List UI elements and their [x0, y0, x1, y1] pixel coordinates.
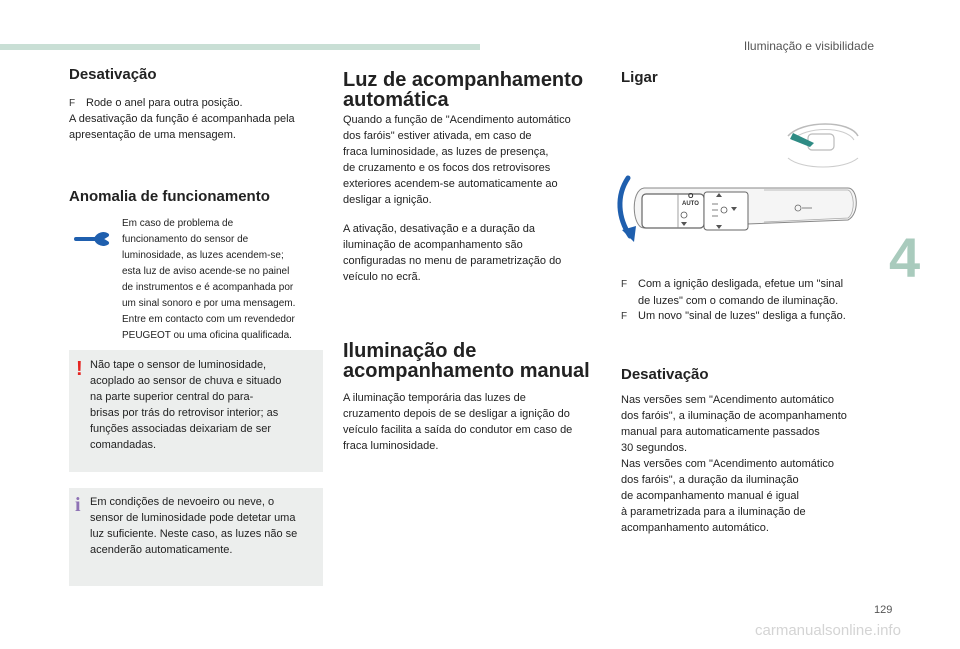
desativacao-line: de acompanhamento manual é igual	[621, 490, 799, 502]
desativacao-line: dos faróis", a duração da iluminação	[621, 474, 799, 486]
warning-line: na parte superior central do para-	[90, 391, 254, 403]
desativacao-line: manual para automaticamente passados	[621, 426, 820, 438]
section-title: Iluminação e visibilidade	[743, 39, 874, 53]
chapter-number: 4	[889, 226, 921, 289]
desativacao-text-2: apresentação de uma mensagem.	[69, 129, 236, 141]
desativacao-line: 30 segundos.	[621, 442, 688, 454]
bullet-desativacao-1	[69, 95, 243, 112]
warning-line: Não tape o sensor de luminosidade,	[90, 359, 267, 371]
bullet-text: Rode o anel para outra posição.	[86, 97, 243, 109]
warning-line: funções associadas deixariam de ser	[90, 423, 271, 435]
desativacao-line: acompanhamento automático.	[621, 522, 769, 534]
bullet-marker: F	[69, 98, 76, 109]
heading-manual-line-1: Iluminação de	[343, 340, 477, 362]
anomalia-line: Em caso de problema de	[122, 218, 234, 229]
luz-line: desligar a ignição.	[343, 194, 432, 206]
anomalia-line: de instrumentos e é acompanhada por	[122, 282, 294, 293]
luz-line: de cruzamento e os focos dos retrovisores	[343, 162, 551, 174]
manual-line: A iluminação temporária das luzes de	[343, 392, 526, 404]
desativacao-line: dos faróis", a iluminação de acompanhamento	[621, 410, 847, 422]
desativacao-line: Nas versões sem "Acendimento automático	[621, 394, 835, 406]
warning-line: acoplado ao sensor de chuva e situado	[90, 375, 282, 387]
luz-line: Quando a função de "Acendimento automático	[343, 114, 571, 126]
auto-label: AUTO	[682, 201, 699, 207]
luz-line: fraca luminosidade, as luzes de presença,	[343, 146, 549, 158]
heading-luz-line-2: automática	[343, 89, 449, 111]
warning-icon: !	[76, 358, 83, 380]
anomalia-line: esta luz de aviso acende-se no painel	[122, 266, 290, 277]
luz-line: A ativação, desativação e a duração da	[343, 223, 536, 235]
luz-line: configuradas no menu de parametrização do	[343, 255, 562, 267]
desativacao-text-1: A desativação da função é acompanhada pela	[69, 113, 295, 125]
desativacao-line: Nas versões com "Acendimento automático	[621, 458, 835, 470]
bullet-text-cont: de luzes" com o comando de iluminação.	[638, 295, 839, 307]
bullet-marker: F	[621, 279, 628, 290]
info-line: sensor de luminosidade pode detetar uma	[90, 512, 296, 524]
luz-line: veículo no ecrã.	[343, 271, 421, 283]
lighting-stalk-figure	[612, 118, 864, 254]
heading-luz-line-1: Luz de acompanhamento	[343, 69, 584, 91]
desativacao-line: à parametrizada para a iluminação de	[621, 506, 806, 518]
page-number: 129	[874, 604, 893, 616]
bullet-ligar-2	[621, 308, 846, 325]
warning-line: comandadas.	[90, 439, 157, 451]
luz-line: dos faróis" estiver ativada, em caso de	[343, 130, 532, 142]
bullet-ligar-1	[621, 276, 843, 309]
info-line: Em condições de nevoeiro ou neve, o	[90, 496, 275, 508]
anomalia-line: PEUGEOT ou uma oficina qualificada.	[122, 330, 292, 341]
off-position-mark: O	[688, 193, 694, 200]
anomalia-line: luminosidade, as luzes acendem-se;	[122, 250, 284, 261]
bullet-text: Com a ignição desligada, efetue um "sinal	[638, 278, 844, 290]
heading-desativacao-1: Desativação	[69, 66, 157, 83]
luz-line: exteriores acendem-se automaticamente ao	[343, 178, 558, 190]
watermark: carmanualsonline.info	[755, 622, 901, 639]
bullet-text: Um novo "sinal de luzes" desliga a função.	[638, 310, 846, 322]
manual-line: cruzamento depois de se desligar a ignição do	[343, 408, 570, 420]
heading-ligar: Ligar	[621, 69, 658, 86]
info-line: luz suficiente. Neste caso, as luzes não se	[90, 528, 298, 540]
heading-desativacao-2: Desativação	[621, 366, 709, 383]
heading-anomalia: Anomalia de funcionamento	[69, 188, 270, 205]
anomalia-line: Entre em contacto com um revendedor	[122, 314, 295, 325]
warning-line: brisas por trás do retrovisor interior; as	[90, 407, 279, 419]
anomalia-line: funcionamento do sensor de	[122, 234, 249, 245]
heading-manual-line-2: acompanhamento manual	[343, 360, 590, 382]
manual-line: veículo facilita a saída do condutor em caso de	[343, 424, 573, 436]
luz-line: iluminação de acompanhamento são	[343, 239, 523, 251]
info-line: acenderão automaticamente.	[90, 544, 233, 556]
info-icon: i	[75, 494, 81, 516]
bullet-marker: F	[621, 311, 628, 322]
manual-line: fraca luminosidade.	[343, 440, 439, 452]
header-accent-bar	[0, 44, 480, 50]
anomalia-line: um sinal sonoro e por uma mensagem.	[122, 298, 296, 309]
wrench-warning-icon	[74, 230, 110, 246]
